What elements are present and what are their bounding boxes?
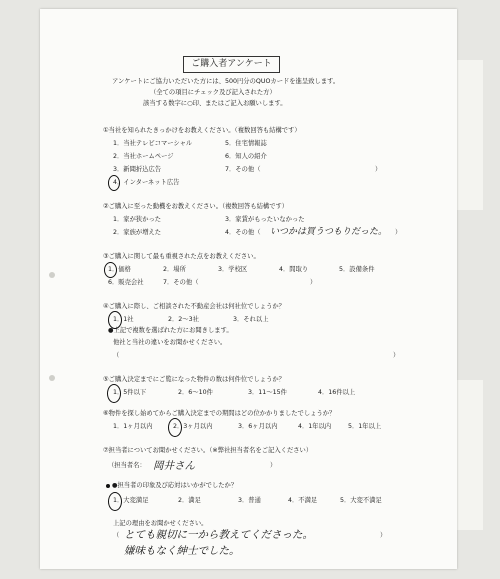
punch-hole <box>49 272 55 278</box>
q4-option[interactable]: 2．2～3社 <box>168 316 199 323</box>
q4-close-paren: ） <box>393 352 400 359</box>
q1-option[interactable]: 5．住宅情報誌 <box>225 140 267 147</box>
intro-line: 該当する数字に○印、またはご記入お願いします。 <box>143 100 287 107</box>
q6-question: ⑥物件を探し始めてからご購入決定までの期間はどの位かかりましたでしょうか？ <box>103 410 336 417</box>
q7-close-paren: ） <box>270 462 277 469</box>
q4-question: ④ご購入に際し、ご相談された不動産会社は何社位でしょうか？ <box>103 303 285 310</box>
q2-question: ②ご購入に至った動機をお教えください。（複数回答も結構です） <box>103 203 289 210</box>
q2-handwritten-answer: いつかは買うつもりだった。 <box>270 227 388 237</box>
intro-line: アンケートにご協力いただいた方には、500円分のQUOカードを進呈致します。 <box>112 78 340 85</box>
intro-line: （全ての項目にチェック及び記入された方） <box>150 89 276 96</box>
q3-option[interactable]: 4．間取り <box>279 266 309 273</box>
q7-option[interactable]: 5．大変不満足 <box>340 497 382 504</box>
bullet-dot <box>106 484 110 488</box>
q7-question: ⑦担当者についてお聞かせください。（※弊社担当者名をご記入ください） <box>103 447 313 454</box>
q7-option[interactable]: 3．普通 <box>238 497 261 504</box>
answer-circle <box>108 175 120 191</box>
q3-option[interactable]: 5．設備条件 <box>339 266 375 273</box>
q5-option[interactable]: 4．16件以上 <box>318 389 356 396</box>
q6-option[interactable]: 2．3ヶ月以内 <box>173 423 213 430</box>
q7-open-paren: （ <box>113 532 120 539</box>
q7-option[interactable]: 1．大変満足 <box>113 497 149 504</box>
q4-option[interactable]: 1．1社 <box>113 316 134 323</box>
q2-option[interactable]: 4．その他（ <box>225 229 261 236</box>
q1-option[interactable]: 1．当社テレビコマーシャル <box>113 140 193 147</box>
q1-option[interactable]: 2．当社ホームページ <box>113 153 174 160</box>
q7-handwritten-reason: 嫌味もなく紳士でした。 <box>124 545 240 557</box>
q6-option[interactable]: 4．1年以内 <box>298 423 332 430</box>
q5-option[interactable]: 3．11～15件 <box>248 389 287 396</box>
q3-option[interactable]: 1．価格 <box>108 266 131 273</box>
q2-option[interactable]: 2．家族が増えた <box>113 229 162 236</box>
q7-reason-label: 上記の理由をお聞かせください。 <box>113 520 208 527</box>
q7-handwritten-name: 岡井さん <box>153 460 195 472</box>
q7-name-label: （担当者名： <box>108 462 146 469</box>
q7-close-paren: ） <box>380 532 387 539</box>
q2-option[interactable]: 3．家賃がもったいなかった <box>225 216 305 223</box>
q1-option[interactable]: 7．その他（ <box>225 166 261 173</box>
q6-option[interactable]: 3．6ヶ月以内 <box>238 423 278 430</box>
q4-open-paren: （ <box>113 352 120 359</box>
q5-question: ⑤ご購入決定までにご覧になった物件の数は何件位でしょうか？ <box>103 376 285 383</box>
q4-sub-question: 他社と当社の違いをお聞かせください。 <box>113 339 227 346</box>
survey-title: ご購入者アンケート <box>183 56 280 73</box>
q7-option[interactable]: 2．満足 <box>178 497 201 504</box>
answer-circle <box>108 492 122 511</box>
q1-close-paren: ） <box>375 166 382 173</box>
q1-question: ①当社を知られたきっかけをお教えください。（複数回答も結構です） <box>103 127 301 134</box>
q4-option[interactable]: 3．それ以上 <box>233 316 269 323</box>
punch-hole <box>49 375 55 381</box>
answer-circle <box>104 262 117 278</box>
q2-option[interactable]: 1．家が狭かった <box>113 216 162 223</box>
q3-option[interactable]: 6．販売会社 <box>108 279 144 286</box>
q3-option[interactable]: 2．場所 <box>163 266 186 273</box>
q1-option[interactable]: 4．インターネット広告 <box>113 179 180 186</box>
q7-handwritten-reason: とても親切に一から教えてくださった。 <box>124 529 313 541</box>
q1-option[interactable]: 3．新聞折込広告 <box>113 166 162 173</box>
q5-option[interactable]: 2．6～10件 <box>178 389 213 396</box>
answer-circle <box>107 384 121 403</box>
answer-circle <box>168 418 182 437</box>
q3-option[interactable]: 7．その他（ <box>163 279 199 286</box>
q6-option[interactable]: 5．1年以上 <box>348 423 382 430</box>
q7-sub-question: ●担当者の印象及び応対はいかがでしたか？ <box>112 482 238 489</box>
q6-option[interactable]: 1．1ヶ月以内 <box>113 423 153 430</box>
q4-sub-question: ●上記で複数を選ばれた方にお聞きします。 <box>108 327 233 334</box>
q5-option[interactable]: 1．5件以下 <box>113 389 147 396</box>
q2-close-paren: ） <box>395 229 402 236</box>
q1-option[interactable]: 6．知人の紹介 <box>225 153 267 160</box>
q3-option[interactable]: 3．学校区 <box>218 266 248 273</box>
q3-close-paren: ） <box>310 279 317 286</box>
q3-question: ③ご購入に関して最も重視された点をお教えください。 <box>103 253 260 260</box>
q7-option[interactable]: 4．不満足 <box>288 497 318 504</box>
